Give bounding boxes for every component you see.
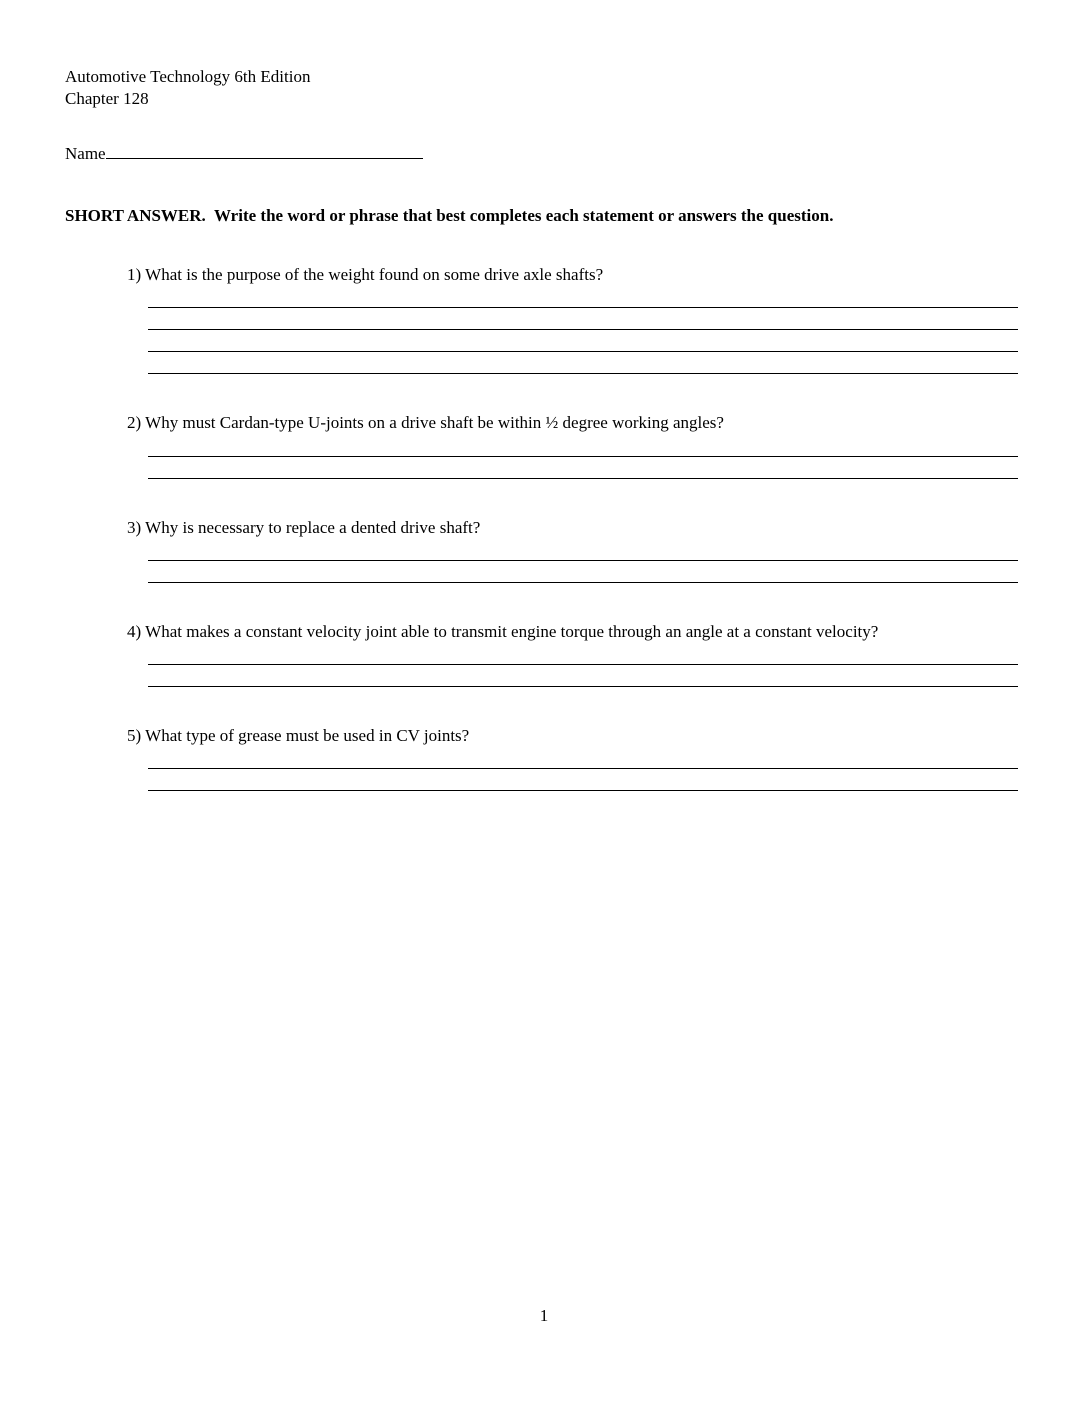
- answer-line: [148, 286, 1018, 308]
- question-2: [127, 412, 1018, 478]
- answer-lines: [148, 643, 1018, 687]
- question-text: [127, 517, 1018, 538]
- question-number: 4): [127, 621, 142, 641]
- question-text: [127, 725, 1018, 746]
- book-title: Automotive Technology 6th Edition: [65, 67, 311, 86]
- question-number: 1): [127, 265, 142, 285]
- answer-lines: [148, 747, 1018, 791]
- answer-lines: [148, 286, 1018, 374]
- answer-line: [148, 769, 1018, 791]
- answer-line: [148, 308, 1018, 330]
- question-text: [127, 412, 1018, 433]
- name-row: [65, 140, 1018, 164]
- question-body: Why is necessary to replace a dented drive shaft?: [145, 517, 481, 537]
- question-body: Why must Cardan-type U-joints on a drive shaft be within ½ degree working angles?: [145, 413, 724, 433]
- answer-line: [148, 435, 1018, 457]
- answer-line: [148, 665, 1018, 687]
- page-number: 1: [539, 1306, 549, 1325]
- question-text: [127, 264, 1018, 285]
- section-instruction: SHORT ANSWER. Write the word or phrase that best completes each statement or answers the question.: [65, 206, 834, 226]
- answer-lines: [148, 435, 1018, 479]
- name-label: Name: [65, 144, 106, 164]
- question-text: [127, 621, 1018, 642]
- chapter-title: Chapter 128: [65, 89, 149, 109]
- answer-line: [148, 747, 1018, 769]
- answer-lines: [148, 539, 1018, 583]
- question-body: What is the purpose of the weight found on some drive axle shafts?: [145, 265, 604, 285]
- question-number: 5): [127, 726, 142, 746]
- question-4: [127, 621, 1018, 687]
- question-1: [127, 264, 1018, 374]
- question-number: 3): [127, 517, 142, 537]
- answer-line: [148, 330, 1018, 352]
- document-header: [65, 66, 1018, 110]
- question-3: [127, 517, 1018, 583]
- answer-line: [148, 539, 1018, 561]
- answer-line: [148, 352, 1018, 374]
- name-blank-line: [106, 140, 423, 159]
- answer-line: [148, 643, 1018, 665]
- question-5: [127, 725, 1018, 791]
- question-body: What makes a constant velocity joint able to transmit engine torque through an angle at a constant velocity?: [145, 621, 879, 641]
- answer-line: [148, 561, 1018, 583]
- question-body: What type of grease must be used in CV joints?: [145, 726, 470, 746]
- answer-line: [148, 457, 1018, 479]
- question-number: 2): [127, 413, 142, 433]
